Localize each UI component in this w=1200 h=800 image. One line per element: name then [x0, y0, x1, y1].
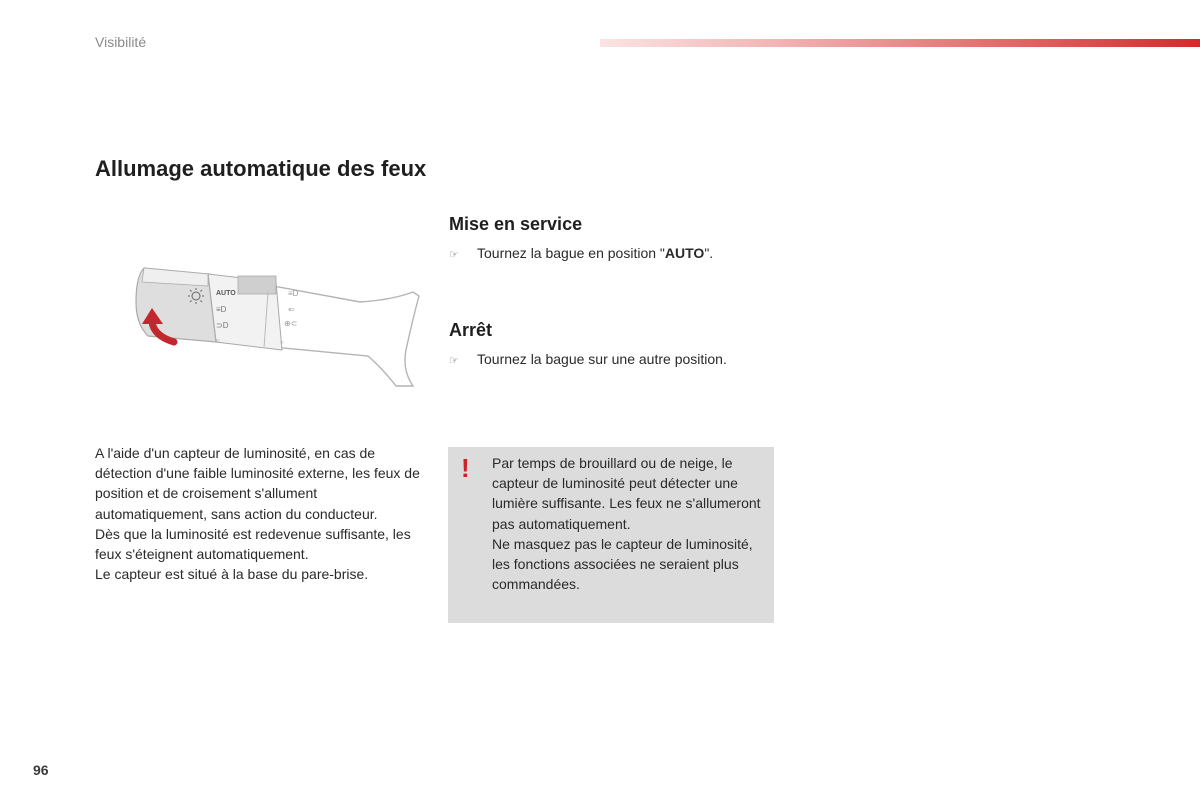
auto-ring-label: AUTO: [216, 290, 236, 297]
lighting-stalk-illustration: [130, 262, 425, 392]
heading-mise-en-service: Mise en service: [449, 214, 583, 234]
description-text: A l'aide d'un capteur de luminosité, en cas de détection d'une faible luminosité externe, les feux de position et de croisement s'allument automatiquement, sans action du conducteur. Dès que la luminosité est redevenue suffisante, les feux s'éteignent automatiquement. Le capteur est situé à la base du pare-brise.: [95, 445, 420, 583]
header-accent-bar: [600, 39, 1200, 47]
auto-keyword: AUTO: [664, 245, 705, 261]
page-number: 96: [33, 762, 49, 778]
svg-text:⊕⊂: ⊕⊂: [284, 319, 298, 328]
svg-text:≡D: ≡D: [288, 289, 299, 298]
exclamation-icon: !: [461, 453, 470, 483]
bullet-arret: [449, 351, 727, 367]
bullet-mise-en-service: [449, 245, 713, 261]
bullet-arret-text: Tournez la bague sur une autre position.: [477, 351, 727, 367]
bullet-prefix: Tournez la bague en position ": [477, 245, 665, 261]
warning-box: [448, 447, 774, 623]
bullet-suffix: ".: [704, 245, 714, 261]
svg-text:⇐: ⇐: [288, 305, 295, 314]
pointing-hand-icon: ☞: [449, 249, 459, 261]
svg-text:○: ○: [216, 338, 220, 344]
svg-text:○: ○: [280, 340, 284, 346]
section-label: Visibilité: [95, 34, 147, 50]
warning-text: Par temps de brouillard ou de neige, le capteur de luminosité peut détecter une lumière suffisante. Les feux ne s'allumeront pas automatiquement. Ne masquez pas le capteur de luminosité, les fonctions associées ne seraient plus commandées.: [492, 455, 761, 593]
svg-text:≡D: ≡D: [216, 305, 227, 314]
pointing-hand-icon: ☞: [449, 355, 459, 367]
svg-text:⊃D: ⊃D: [216, 321, 229, 330]
heading-arret: Arrêt: [449, 320, 493, 340]
page-title: Allumage automatique des feux: [95, 156, 427, 181]
